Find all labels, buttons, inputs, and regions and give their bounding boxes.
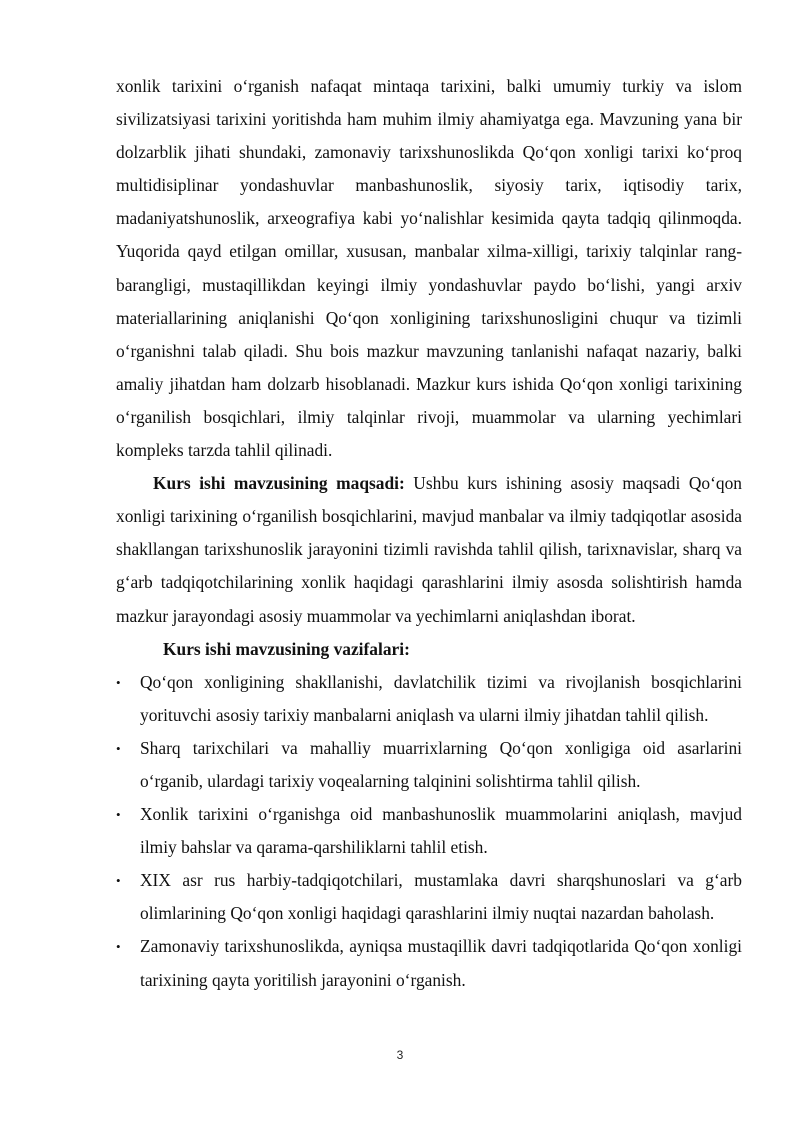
list-item [116, 930, 742, 996]
intro-paragraph: xonlik tarixini oʻrganish nafaqat mintaqa tarixini, balki umumiy turkiy va islom sivilizatsiyasi tarixini yoritishda ham muhim ilmiy ahamiyatga ega. Mavzuning yana bir dolzarblik jihati shundaki, zamonaviy tarixshunoslikda Qoʻqon xonligi tarixi koʻproq multidisiplinar yondashuvlar manbashunoslik, siyosiy tarix, iqtisodiy tarix, madaniyatshunoslik, arxeografiya kabi yoʻnalishlar kesimida qayta tadqiq qilinmoqda. Yuqorida qayd etilgan omillar, xususan, manbalar xilma-xilligi, tarixiy talqinlar rang-barangligi, mustaqillikdan keyingi ilmiy yondashuvlar paydo boʻlishi, yangi arxiv materiallarining aniqlanishi Qoʻqon xonligining tarixshunosligini chuqur va tizimli oʻrganishni talab qiladi. Shu bois mazkur mavzuning tanlanishi nafaqat nazariy, balki amaliy jihatdan ham dolzarb hisoblanadi. Mazkur kurs ishida Qoʻqon xonligi tarixining oʻrganilish bosqichlari, ilmiy talqinlar rivoji, muammolar va ularning yechimlari kompleks tarzda tahlil qilinadi. [116, 76, 742, 461]
task-text: Zamonaviy tarixshunoslikda, ayniqsa mustaqillik davri tadqiqotlarida Qoʻqon xonligi tarixining qayta yoritilish jarayonini oʻrganish. [140, 936, 742, 990]
task-text: Xonlik tarixini oʻrganishga oid manbashunoslik muammolarini aniqlash, mavjud ilmiy bahslar va qarama-qarshiliklarni tahlil etish. [140, 804, 742, 858]
task-text: Sharq tarixchilari va mahalliy muarrixlarning Qoʻqon xonligiga oid asarlarini oʻrganib, ulardagi tarixiy voqealarning talqinini solishtirma tahlil qilish. [140, 737, 742, 791]
list-item [116, 798, 742, 864]
bullet-icon: • [116, 807, 121, 823]
goal-paragraph [116, 467, 742, 632]
page-number: 3 [396, 1048, 404, 1062]
list-item [116, 666, 742, 732]
bullet-icon: • [116, 939, 121, 955]
tasks-heading: Kurs ishi mavzusining vazifalari: [163, 638, 410, 659]
goal-text: Ushbu kurs ishining asosiy maqsadi Qoʻqon xonligi tarixining oʻrganilish bosqichlarini, mavjud manbalar va ilmiy tadqiqotlar asosida shakllangan tarixshunoslik jarayonini tizimli ravishda tahlil qilish, tarixnavislar, sharq va gʻarb tadqiqotchilarining xonlik haqidagi qarashlarini ilmiy asosda solishtirish hamda mazkur jarayondagi asosiy muammolar va yechimlarni aniqlashdan iborat. [116, 473, 742, 626]
bullet-icon: • [116, 674, 121, 690]
body-text [116, 70, 742, 997]
list-item [116, 864, 742, 930]
bullet-icon: • [116, 740, 121, 756]
task-text: XIX asr rus harbiy-tadqiqotchilari, mustamlaka davri sharqshunoslari va gʻarb olimlarining Qoʻqon xonligi haqidagi qarashlarini ilmiy nuqtai nazardan baholash. [140, 870, 742, 924]
goal-label: Kurs ishi mavzusining maqsadi: [153, 473, 405, 494]
task-text: Qoʻqon xonligining shakllanishi, davlatchilik tizimi va rivojlanish bosqichlarini yorituvchi asosiy tarixiy manbalarni aniqlash va ularni ilmiy jihatdan tahlil qilish. [140, 671, 742, 725]
bullet-icon: • [116, 873, 121, 889]
tasks-list [116, 666, 742, 997]
list-item [116, 732, 742, 798]
